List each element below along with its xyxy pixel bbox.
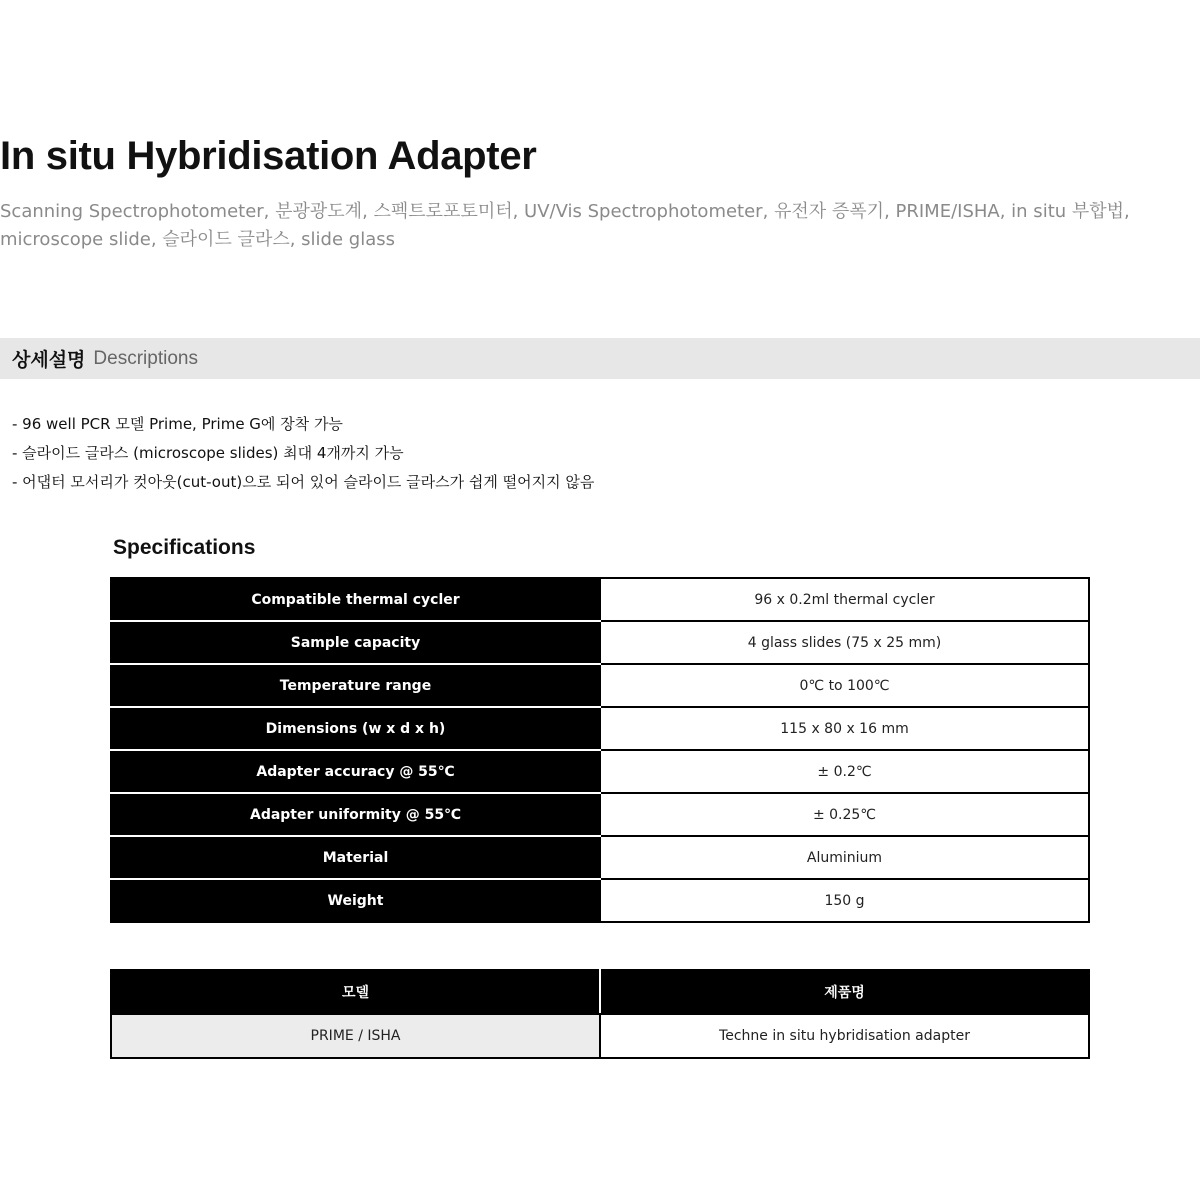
spec-label: Dimensions (w x d x h) bbox=[111, 707, 600, 750]
spec-value: ± 0.25℃ bbox=[600, 793, 1089, 836]
table-row bbox=[111, 836, 1089, 879]
product-name-cell: Techne in situ hybridisation adapter bbox=[600, 1014, 1089, 1058]
table-row bbox=[111, 879, 1089, 922]
spec-label: Adapter accuracy @ 55℃ bbox=[111, 750, 600, 793]
keyword-list: Scanning Spectrophotometer, 분광광도계, 스펙트로포토미터, UV/Vis Spectrophotometer, 유전자 증폭기, PRIME/ISHA, in situ 부합법, microscope slide, 슬라이드 글라스, slide glass bbox=[0, 201, 1130, 250]
spec-value: 96 x 0.2ml thermal cycler bbox=[600, 578, 1089, 621]
spec-value: 0℃ to 100℃ bbox=[600, 664, 1089, 707]
table-row bbox=[111, 621, 1089, 664]
descriptions-header-ko: 상세설명 bbox=[12, 349, 86, 371]
descriptions-header bbox=[0, 338, 1200, 379]
spec-value: 4 glass slides (75 x 25 mm) bbox=[600, 621, 1089, 664]
specifications-heading: Specifications bbox=[113, 536, 256, 559]
specifications-table bbox=[110, 577, 1090, 923]
spec-value: Aluminium bbox=[600, 836, 1089, 879]
description-list bbox=[12, 410, 594, 497]
table-row bbox=[111, 793, 1089, 836]
model-table bbox=[110, 969, 1090, 1059]
spec-label: Material bbox=[111, 836, 600, 879]
table-row bbox=[111, 664, 1089, 707]
table-row bbox=[111, 750, 1089, 793]
spec-label: Sample capacity bbox=[111, 621, 600, 664]
model-cell: PRIME / ISHA bbox=[111, 1014, 600, 1058]
spec-label: Adapter uniformity @ 55℃ bbox=[111, 793, 600, 836]
description-item: - 96 well PCR 모델 Prime, Prime G에 장착 가능 bbox=[12, 415, 343, 433]
descriptions-header-en: Descriptions bbox=[93, 347, 198, 369]
table-row bbox=[111, 1014, 1089, 1058]
page-title: In situ Hybridisation Adapter bbox=[0, 134, 537, 178]
column-header-product-name: 제품명 bbox=[600, 970, 1089, 1014]
table-row bbox=[111, 707, 1089, 750]
spec-label: Weight bbox=[111, 879, 600, 922]
spec-value: ± 0.2℃ bbox=[600, 750, 1089, 793]
description-item: - 슬라이드 글라스 (microscope slides) 최대 4개까지 가능 bbox=[12, 444, 404, 462]
table-header-row bbox=[111, 970, 1089, 1014]
spec-value: 150 g bbox=[600, 879, 1089, 922]
spec-label: Compatible thermal cycler bbox=[111, 578, 600, 621]
spec-value: 115 x 80 x 16 mm bbox=[600, 707, 1089, 750]
table-row bbox=[111, 578, 1089, 621]
spec-label: Temperature range bbox=[111, 664, 600, 707]
column-header-model: 모델 bbox=[111, 970, 600, 1014]
description-item: - 어댑터 모서리가 컷아웃(cut-out)으로 되어 있어 슬라이드 글라스가 쉽게 떨어지지 않음 bbox=[12, 473, 595, 491]
